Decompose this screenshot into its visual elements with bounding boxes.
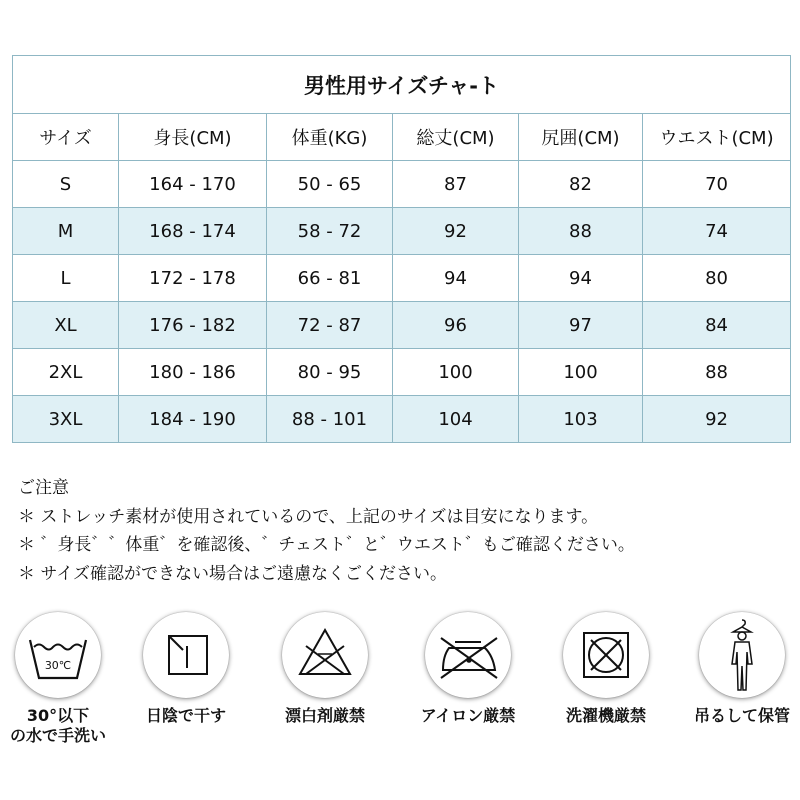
size-chart-table xyxy=(12,55,791,443)
care-label-line1: 日陰で干す xyxy=(145,706,226,725)
care-circle xyxy=(15,612,101,698)
cell-weight: 88 - 101 xyxy=(267,396,393,443)
cell-waist: 84 xyxy=(643,302,791,349)
cell-height: 168 - 174 xyxy=(119,208,267,255)
note-line: ＊ サイズ確認ができない場合はご遠慮なくごください。 xyxy=(18,563,448,584)
care-label-line1: 30°以下 xyxy=(26,706,90,725)
care-label-line1: 洗濯機厳禁 xyxy=(565,706,646,725)
header-waist: ウエスト(CM) xyxy=(643,114,791,161)
table-row xyxy=(13,396,791,443)
cell-hip: 100 xyxy=(519,349,643,396)
table-header-row xyxy=(13,114,791,161)
cell-size: 3XL xyxy=(13,396,119,443)
care-label xyxy=(257,706,393,726)
cell-waist: 80 xyxy=(643,255,791,302)
cell-height: 176 - 182 xyxy=(119,302,267,349)
no-iron-icon xyxy=(425,612,511,698)
care-circle xyxy=(699,612,785,698)
cell-length: 104 xyxy=(393,396,519,443)
note-line: ＊ ストレッチ素材が使用されているので、上記のサイズは目安になります。 xyxy=(18,506,599,527)
cell-weight: 50 - 65 xyxy=(267,161,393,208)
cell-size: S xyxy=(13,161,119,208)
size-chart-title: 男性用サイズチャ-ト xyxy=(13,56,791,114)
cell-length: 100 xyxy=(393,349,519,396)
table-row xyxy=(13,161,791,208)
cell-hip: 103 xyxy=(519,396,643,443)
hand-wash-30-icon xyxy=(15,612,101,698)
header-size: サイズ xyxy=(13,114,119,161)
header-hip: 尻囲(CM) xyxy=(519,114,643,161)
cell-hip: 82 xyxy=(519,161,643,208)
cell-waist: 74 xyxy=(643,208,791,255)
care-label xyxy=(118,706,254,726)
table-row xyxy=(13,302,791,349)
care-circle xyxy=(425,612,511,698)
cell-length: 92 xyxy=(393,208,519,255)
care-label-line1: 吊るして保管 xyxy=(693,706,790,725)
cell-waist: 88 xyxy=(643,349,791,396)
header-length: 総丈(CM) xyxy=(393,114,519,161)
wash-temp-label: 30℃ xyxy=(44,659,72,672)
cell-weight: 58 - 72 xyxy=(267,208,393,255)
care-circle xyxy=(143,612,229,698)
header-weight: 体重(KG) xyxy=(267,114,393,161)
table-row xyxy=(13,349,791,396)
cell-length: 87 xyxy=(393,161,519,208)
notes-section xyxy=(18,474,798,588)
shade-dry-icon xyxy=(143,612,229,698)
cell-weight: 66 - 81 xyxy=(267,255,393,302)
care-label xyxy=(400,706,536,726)
cell-length: 96 xyxy=(393,302,519,349)
care-hang-storage xyxy=(684,612,800,725)
cell-waist: 70 xyxy=(643,161,791,208)
cell-hip: 97 xyxy=(519,302,643,349)
cell-hip: 94 xyxy=(519,255,643,302)
care-label xyxy=(674,706,800,726)
care-shade-dry xyxy=(128,612,244,725)
care-no-iron xyxy=(410,612,526,725)
cell-height: 164 - 170 xyxy=(119,161,267,208)
table-row xyxy=(13,208,791,255)
care-circle xyxy=(563,612,649,698)
care-no-tumble-dry xyxy=(548,612,664,725)
notes-heading: ご注意 xyxy=(18,478,69,498)
header-height: 身長(CM) xyxy=(119,114,267,161)
care-circle xyxy=(282,612,368,698)
cell-weight: 80 - 95 xyxy=(267,349,393,396)
care-no-bleach xyxy=(267,612,383,725)
care-label-line1: 漂白剤厳禁 xyxy=(284,706,365,725)
care-label xyxy=(0,706,126,746)
hang-storage-icon xyxy=(699,612,785,698)
cell-size: L xyxy=(13,255,119,302)
no-bleach-icon xyxy=(282,612,368,698)
no-tumble-dry-icon xyxy=(563,612,649,698)
cell-size: XL xyxy=(13,302,119,349)
cell-size: 2XL xyxy=(13,349,119,396)
care-label-line1: アイロン厳禁 xyxy=(420,706,516,725)
care-label-line2: の水で手洗い xyxy=(9,726,106,745)
cell-size: M xyxy=(13,208,119,255)
cell-height: 184 - 190 xyxy=(119,396,267,443)
cell-length: 94 xyxy=(393,255,519,302)
cell-hip: 88 xyxy=(519,208,643,255)
table-row xyxy=(13,255,791,302)
care-label xyxy=(538,706,674,726)
cell-height: 180 - 186 xyxy=(119,349,267,396)
care-hand-wash xyxy=(0,612,116,745)
note-line: ＊ ゛身長゛゛体重゛を確認後、゛チェスト゛と゛ウエスト゛もご確認ください。 xyxy=(18,535,635,555)
cell-weight: 72 - 87 xyxy=(267,302,393,349)
cell-height: 172 - 178 xyxy=(119,255,267,302)
cell-waist: 92 xyxy=(643,396,791,443)
